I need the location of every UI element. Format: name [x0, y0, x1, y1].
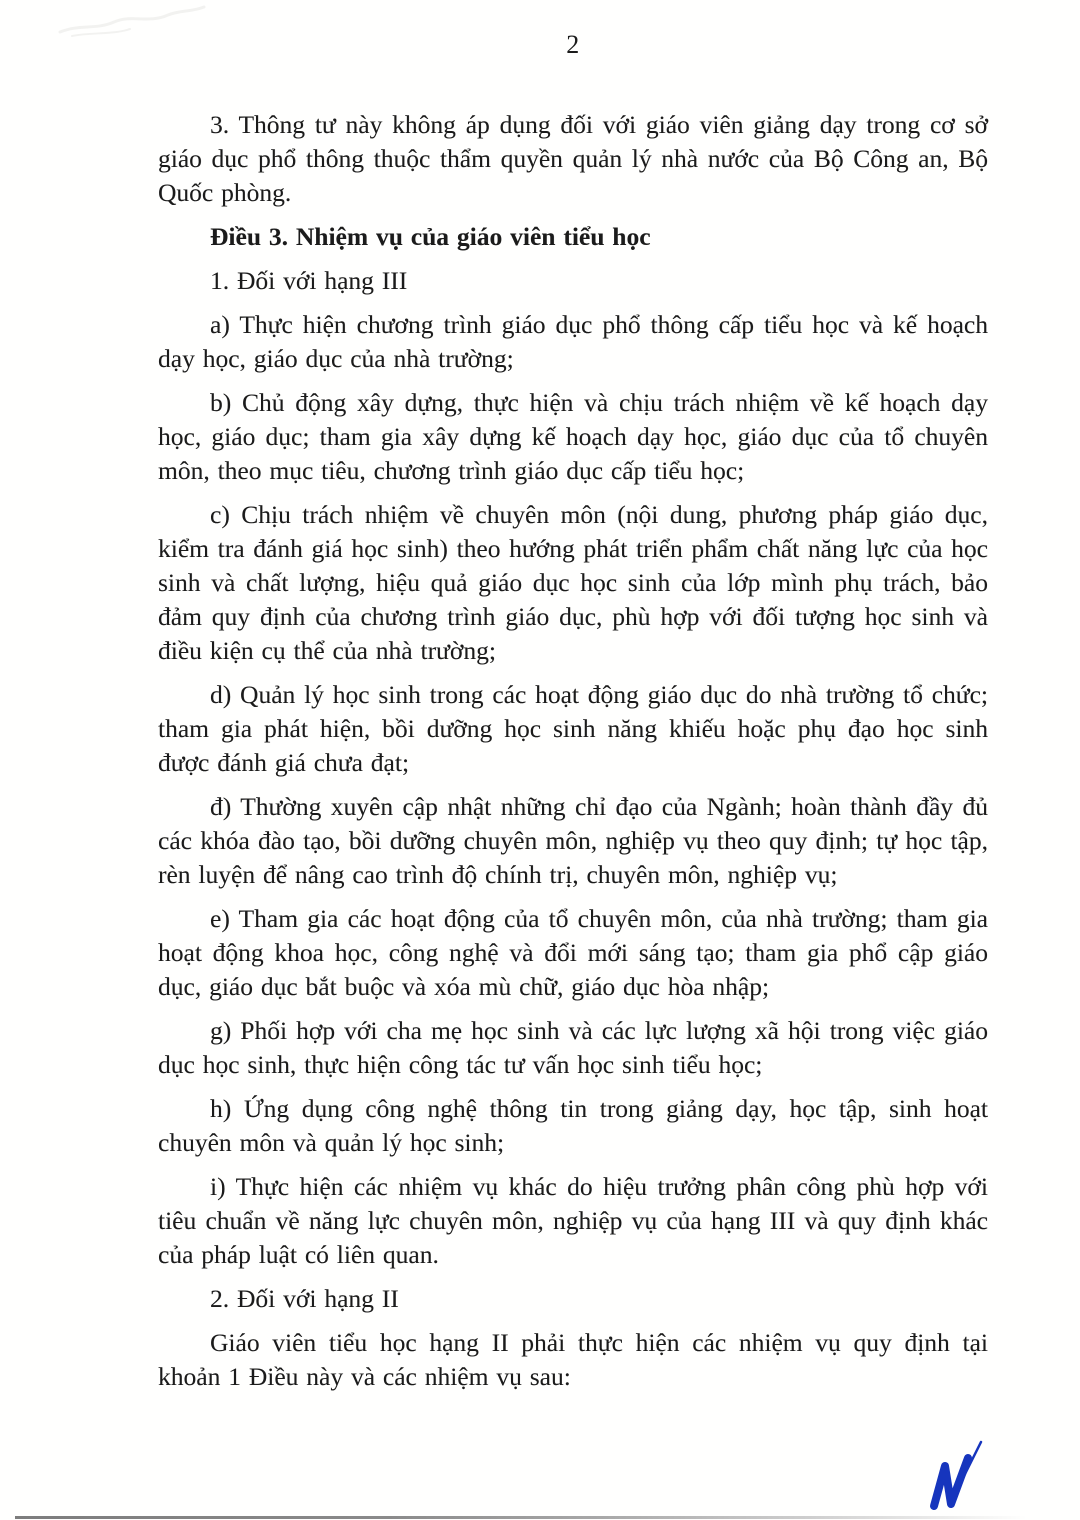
- para-point-d: d) Quản lý học sinh trong các hoạt động giáo dục do nhà trường tổ chức; tham gia phát hiện, bồi dưỡng học sinh năng khiếu hoặc phụ đạo học sinh được đánh giá chưa đạt;: [158, 680, 988, 777]
- document-text-block: [158, 0, 988, 1404]
- page-number: 2: [566, 30, 580, 59]
- para-point-e: e) Tham gia các hoạt động của tổ chuyên môn, của nhà trường; tham gia hoạt động khoa học, công nghệ và đổi mới sáng tạo; tham gia phổ cập giáo dục, giáo dục bắt buộc và xóa mù chữ, giáo dục hòa nhập;: [158, 904, 988, 1001]
- para-item-1-hang-iii: 1. Đối với hạng III: [210, 266, 408, 295]
- para-point-i: i) Thực hiện các nhiệm vụ khác do hiệu trưởng phân công phù hợp với tiêu chuẩn về năng lực chuyên môn, nghiệp vụ của hạng III và quy định khác của pháp luật có liên quan.: [158, 1172, 988, 1269]
- para-point-b: b) Chủ động xây dựng, thực hiện và chịu trách nhiệm về kế hoạch dạy học, giáo dục; tham gia xây dựng kế hoạch dạy học, giáo dục của tổ chuyên môn, theo mục tiêu, chương trình giáo dục cấp tiểu học;: [158, 388, 988, 485]
- para-point-c: c) Chịu trách nhiệm về chuyên môn (nội dung, phương pháp giáo dục, kiểm tra đánh giá học sinh) theo hướng phát triển phẩm chất năng lực của học sinh và chất lượng, hiệu quả giáo dục học sinh của lớp mình phụ trách, bảo đảm quy định của chương trình giáo dục, phù hợp với đối tượng học sinh và điều kiện cụ thể của nhà trường;: [158, 500, 988, 665]
- para-item-2-hang-ii: 2. Đối với hạng II: [210, 1284, 399, 1313]
- para-clause-3: 3. Thông tư này không áp dụng đối với giáo viên giảng dạy trong cơ sở giáo dục phổ thông thuộc thẩm quyền quản lý nhà nước của Bộ Công an, Bộ Quốc phòng.: [158, 110, 988, 207]
- para-point-h: h) Ứng dụng công nghệ thông tin trong giảng dạy, học tập, sinh hoạt chuyên môn và quản lý học sinh;: [158, 1094, 988, 1157]
- scan-bottom-edge-artifact: [15, 1516, 1080, 1519]
- heading-dieu-3: Điều 3. Nhiệm vụ của giáo viên tiểu học: [210, 222, 651, 251]
- para-point-a: a) Thực hiện chương trình giáo dục phổ thông cấp tiểu học và kế hoạch dạy học, giáo dục của nhà trường;: [158, 310, 988, 373]
- para-point-dd: đ) Thường xuyên cập nhật những chỉ đạo của Ngành; hoàn thành đầy đủ các khóa đào tạo, bồi dưỡng chuyên môn, nghiệp vụ theo quy định; tự học tập, rèn luyện để nâng cao trình độ chính trị, chuyên môn, nghiệp vụ;: [158, 792, 988, 889]
- para-point-g: g) Phối hợp với cha mẹ học sinh và các lực lượng xã hội trong việc giáo dục học sinh, thực hiện công tác tư vấn học sinh tiểu học;: [158, 1016, 988, 1079]
- para-item-2-intro: Giáo viên tiểu học hạng II phải thực hiện các nhiệm vụ quy định tại khoản 1 Điều này và các nhiệm vụ sau:: [158, 1328, 988, 1391]
- signature-initial-icon: [922, 1438, 984, 1520]
